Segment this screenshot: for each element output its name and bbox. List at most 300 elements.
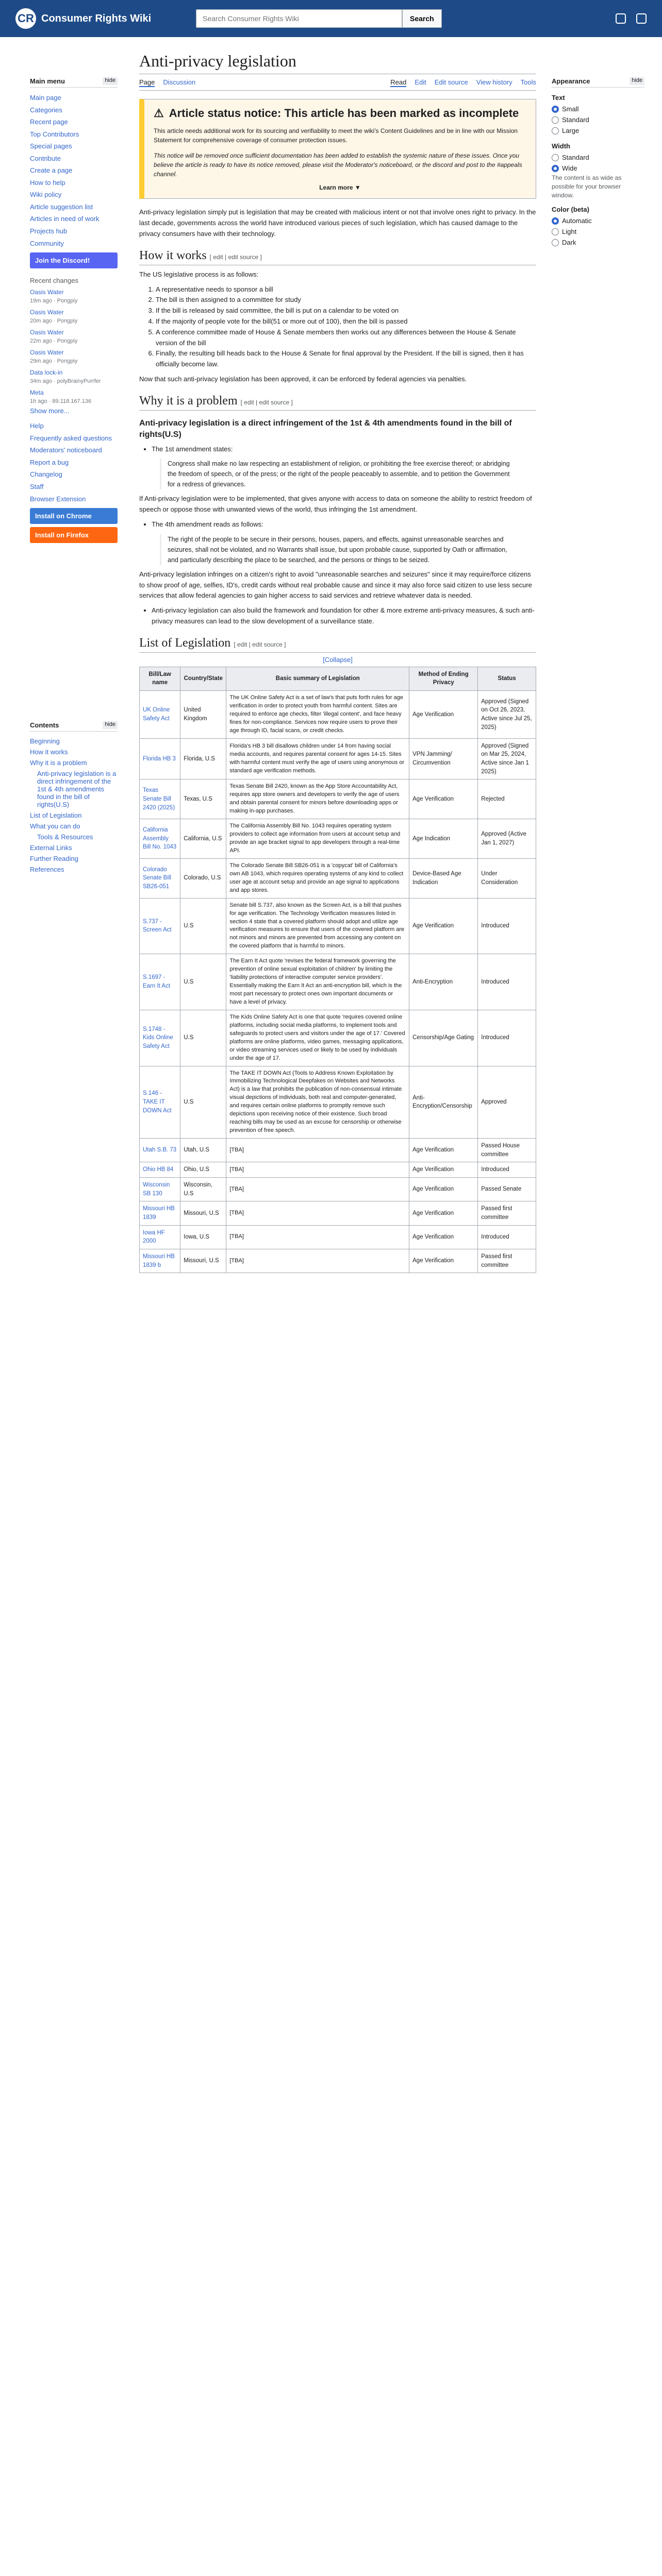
toc-list <box>30 736 118 875</box>
toc-header <box>30 721 118 732</box>
site-logo[interactable] <box>15 8 151 29</box>
table-cell <box>140 1201 180 1225</box>
tab-view-history[interactable]: View history <box>476 78 512 86</box>
main-menu-header <box>30 77 118 88</box>
toc-item <box>30 853 118 864</box>
sidebar-link[interactable]: Main page <box>30 94 61 101</box>
recent-change-title[interactable]: Oasis Water <box>30 289 64 296</box>
text-size-option-label: Standard <box>562 116 589 124</box>
list-title: List of Legislation <box>139 636 231 650</box>
fourth-amendment-intro: • The 4th amendment reads as follows: <box>152 519 536 530</box>
process-step: 4. If the majority of people vote for the bill(51 or more out of 100), then the bill is passed <box>156 316 536 327</box>
table-cell: Under Consideration <box>478 858 536 898</box>
help-list <box>30 420 118 505</box>
table-cell: Age Verification <box>409 1225 478 1249</box>
sidebar-item <box>30 201 118 213</box>
text-size-option-label: Large <box>562 127 580 134</box>
color-option[interactable] <box>552 237 644 248</box>
table-cell: Introduced <box>478 898 536 954</box>
table-cell: Passed House committee <box>478 1139 536 1162</box>
color-group <box>552 206 644 248</box>
page-tabs <box>139 78 536 91</box>
table-row <box>140 1162 536 1178</box>
toc-link[interactable]: List of Legislation <box>30 811 82 819</box>
table-row <box>140 1178 536 1201</box>
bill-link[interactable]: S.1748 - Kids Online Safety Act <box>143 1026 173 1050</box>
table-cell: Age Verification <box>409 1178 478 1201</box>
process-step: 2. The bill is then assigned to a committee for study <box>156 295 536 306</box>
recent-change-title[interactable]: Data lock-in <box>30 369 63 377</box>
bill-link[interactable]: Utah S.B. 73 <box>143 1147 177 1154</box>
table-cell: Missouri, U.S <box>180 1201 226 1225</box>
notice-text-2: This notice will be removed once sufficient documentation has been added to establish the systemic nature of these issues. Once you believe the article is ready to have its notice removed, please visit the Moderator's noticeboard, or the discord and post to the #appeals channel. <box>154 152 522 178</box>
table-cell <box>140 691 180 739</box>
table-cell: Rejected <box>478 779 536 819</box>
table-of-contents <box>30 721 118 875</box>
bill-link[interactable]: Colorado Senate Bill SB26-051 <box>143 866 171 890</box>
table-cell: The Kids Online Safety Act is one that quote 'requires covered online platforms, including social media platforms, to implement tools and safeguards to protect users and visitors under the age of 17.' Covered platforms are online platforms, video games, messaging applications, or video streaming services used or likely to be used by individuals under the age of 17. <box>226 1010 409 1066</box>
how-it-works-heading <box>139 249 536 265</box>
table-cell <box>140 1162 180 1178</box>
toc-link[interactable]: Tools & Resources <box>37 833 93 841</box>
table-header-cell[interactable]: Basic summary of Legislation <box>226 667 409 690</box>
bill-link[interactable]: S.1697 - Earn It Act <box>143 974 171 990</box>
tab-read[interactable]: Read <box>390 78 407 86</box>
table-cell: U.S <box>180 1066 226 1139</box>
toc-link[interactable]: External Links <box>30 844 72 852</box>
appearance-header <box>552 77 644 88</box>
radio-icon <box>552 165 559 172</box>
radio-icon <box>552 217 559 225</box>
table-cell: Device-Based Age Indication <box>409 858 478 898</box>
table-row <box>140 1010 536 1066</box>
tab-discussion[interactable]: Discussion <box>163 78 196 86</box>
table-header-cell[interactable]: Method of Ending Privacy <box>409 667 478 690</box>
table-cell: Introduced <box>478 1225 536 1249</box>
bill-link[interactable]: Wisconsin SB 130 <box>143 1182 170 1197</box>
table-cell: U.S <box>180 898 226 954</box>
toc-item <box>30 864 118 875</box>
width-note: The content is as wide as possible for your browser window. <box>552 174 622 199</box>
help-link[interactable]: Moderators' noticeboard <box>30 446 102 454</box>
toc-link[interactable]: References <box>30 866 64 873</box>
table-header-cell[interactable]: Bill/Law name <box>140 667 180 690</box>
recent-change-meta: 29m ago · Pongpiy <box>30 358 78 365</box>
sidebar-link[interactable]: Special pages <box>30 142 72 150</box>
table-cell: Texas Senate Bill 2420, known as the App Store Accountability Act, requires app store owners and developers to verify the age of users and obtain parental consent for minors before downloading apps or making in-app purchases. <box>226 779 409 819</box>
toc-link[interactable]: How it works <box>30 748 68 756</box>
first-amendment-quote: Congress shall make no law respecting an establishment of religion, or prohibiting the free exercise thereof; or abridging the freedom of speech, or of the press; or the right of the people peaceably to assemble, and to petition the Government for a redress of grievances. <box>160 459 516 489</box>
table-cell: Florida, U.S <box>180 738 226 779</box>
notice-title-row <box>154 107 526 120</box>
edit-section-link[interactable]: [ edit | edit source ] <box>240 398 293 406</box>
sidebar-item <box>30 152 118 165</box>
firefox-extension-button[interactable]: Install on Firefox <box>30 527 118 543</box>
table-cell <box>140 858 180 898</box>
help-link[interactable]: Staff <box>30 483 44 491</box>
collapse-toggle[interactable] <box>139 656 536 664</box>
table-cell: [TBA] <box>226 1178 409 1201</box>
discord-button[interactable]: Join the Discord! <box>30 252 118 268</box>
how-title: How it works <box>139 248 207 262</box>
table-cell: [TBA] <box>226 1162 409 1178</box>
notifications-icon[interactable] <box>616 13 626 24</box>
why-title: Why it is a problem <box>139 394 238 408</box>
sidebar-link[interactable]: Projects hub <box>30 227 68 235</box>
table-cell: Age Verification <box>409 1201 478 1225</box>
table-cell <box>140 1225 180 1249</box>
table-cell: Introduced <box>478 1010 536 1066</box>
color-options <box>552 215 644 248</box>
table-cell <box>140 819 180 859</box>
table-row <box>140 738 536 779</box>
sidebar-link[interactable]: Wiki policy <box>30 191 62 199</box>
why-paragraph-1: If Anti-privacy legislation were to be implemented, that gives anyone with access to data on someone the ability to restrict freedom of speech or oppose those with unwanted views of the world, thus infringing the 1st amendment. <box>139 495 532 514</box>
process-steps <box>156 284 536 370</box>
toc-item <box>30 832 118 842</box>
show-more-link[interactable] <box>30 407 118 415</box>
text-size-option[interactable] <box>552 125 644 136</box>
help-item <box>30 420 118 432</box>
recent-change-item[interactable] <box>30 347 118 367</box>
sidebar-item <box>30 164 118 177</box>
table-header-cell[interactable]: Status <box>478 667 536 690</box>
fourth-amendment-quote: The right of the people to be secure in their persons, houses, papers, and effects, against unreasonable searches and seizures, shall not be violated, and no Warrants shall issue, but upon probable cause, supported by Oath or affirmation, and particularly describing the place to be searched, and the persons or things to be seized. <box>160 534 516 565</box>
why-heading <box>139 394 536 411</box>
table-cell <box>140 1010 180 1066</box>
tabs-right <box>390 78 536 90</box>
width-group <box>552 142 644 199</box>
search-button[interactable]: Search <box>402 9 442 28</box>
table-cell <box>140 779 180 819</box>
table-row <box>140 898 536 954</box>
table-cell: Introduced <box>478 954 536 1010</box>
help-item <box>30 468 118 481</box>
table-row <box>140 1201 536 1225</box>
page-title: Anti-privacy legislation <box>139 52 536 74</box>
table-cell: Approved (Signed on Oct 26, 2023, Active since Jul 25, 2025) <box>478 691 536 739</box>
table-cell: Age Verification <box>409 1162 478 1178</box>
width-option[interactable] <box>552 163 644 174</box>
table-row <box>140 1066 536 1139</box>
sidebar-item <box>30 140 118 152</box>
recent-changes-list <box>30 286 118 407</box>
help-link[interactable]: Changelog <box>30 470 62 479</box>
main-menu <box>30 77 118 546</box>
table-cell: Florida's HB 3 bill disallows children under 14 from having social media accounts, and requires parental consent for ages 14-15. Sites with harmful content must verify the age of users using anonymous or standard age verification methods. <box>226 738 409 779</box>
table-cell: U.S <box>180 1010 226 1066</box>
table-cell <box>140 1066 180 1139</box>
table-cell: Ohio, U.S <box>180 1162 226 1178</box>
table-cell: California, U.S <box>180 819 226 859</box>
table-cell: The California Assembly Bill No. 1043 requires operating system providers to collect age information from users at account setup and provide an age bracket signal to app developers through a real-time API. <box>226 819 409 859</box>
table-row <box>140 779 536 819</box>
radio-icon <box>552 239 559 246</box>
table-cell: Age Verification <box>409 691 478 739</box>
help-link[interactable]: Report a bug <box>30 458 69 466</box>
table-cell: Age Verification <box>409 898 478 954</box>
user-menu-icon[interactable] <box>636 13 647 24</box>
sidebar-item <box>30 213 118 225</box>
table-cell: VPN Jamming/ Circumvention <box>409 738 478 779</box>
sidebar-link[interactable]: Community <box>30 239 64 247</box>
table-cell: The UK Online Safety Act is a set of law's that puts forth rules for age verification in order to protect youth from harmful content. Sites are required to enforce age checks, filter 'illegal content', and face heavy fines for non-compliance. Services now require users to prove their age through ID, facial scans, or credit checks. <box>226 691 409 739</box>
radio-icon <box>552 106 559 113</box>
bill-link[interactable]: Missouri HB 1839 b <box>143 1253 175 1268</box>
process-step: 1. A representative needs to sponsor a bill <box>156 284 536 295</box>
search-box <box>196 9 442 28</box>
appearance-panel <box>552 77 644 248</box>
site-name: Consumer Rights Wiki <box>41 12 152 24</box>
table-cell: Age Verification <box>409 1139 478 1162</box>
table-cell: Passed first committee <box>478 1201 536 1225</box>
recent-change-item[interactable] <box>30 387 118 407</box>
table-cell: The Colorado Senate Bill SB26-051 is a 'copycat' bill of California's own AB 1043, which requires operating systems of any kind to collect user age at account setup and provide an age signal to applications and app stores. <box>226 858 409 898</box>
width-option[interactable] <box>552 152 644 163</box>
text-size-label: Text <box>552 94 565 101</box>
table-cell: The TAKE IT DOWN Act (Tools to Address Known Exploitation by Immobilizing Technological Deepfakes on Websites and Networks Act) is a law that prohibits the publication of non-consensual intimate visual depictions of individuals, both real and computer-generated, and requires certain online platforms to promptly remove such depictions upon receiving notice of their existence. Such broad reaching bills may be used as an excuse for censorship or otherwise prevention of free speech. <box>226 1066 409 1139</box>
help-item <box>30 481 118 493</box>
table-cell: The Earn It Act quote 'revises the federal framework governing the prevention of online sexual exploitation of children' by limiting the 'liability protections of interactive computer service providers'. Essentially making the Earn It Act an anti-encryption bill, which is the most part necessary to protect ones own important documents or have a level of privacy. <box>226 954 409 1010</box>
toc-item <box>30 810 118 821</box>
table-cell: Texas, U.S <box>180 779 226 819</box>
tab-page[interactable]: Page <box>139 78 155 86</box>
show-more-text[interactable]: Show more... <box>30 407 70 415</box>
appearance-title: Appearance <box>552 77 590 85</box>
hide-appearance-button[interactable]: hide <box>630 77 644 85</box>
recent-change-title[interactable]: Oasis Water <box>30 329 64 336</box>
table-cell: Censorship/Age Gating <box>409 1010 478 1066</box>
search-input[interactable] <box>196 9 402 28</box>
text-size-group <box>552 94 644 136</box>
warning-icon: ⚠ <box>154 107 164 120</box>
text-size-option[interactable] <box>552 114 644 125</box>
tab-edit-source[interactable]: Edit source <box>434 78 468 86</box>
toc-item <box>30 757 118 768</box>
table-cell <box>140 898 180 954</box>
table-cell: Wisconsin, U.S <box>180 1178 226 1201</box>
main-menu-list <box>30 92 118 249</box>
sidebar-link[interactable]: Recent page <box>30 118 68 126</box>
sidebar-link[interactable]: Top Contributors <box>30 130 79 138</box>
sidebar-link[interactable]: Categories <box>30 106 62 114</box>
toc-item <box>30 842 118 853</box>
legislation-table <box>139 667 536 1274</box>
toc-link[interactable]: Anti-privacy legislation is a direct infringement of the 1st & 4th amendments found in the bill of rights(U.S) <box>37 770 117 808</box>
sidebar-item <box>30 116 118 128</box>
intro-paragraph: Anti-privacy legislation simply put is legislation that may be created with malicious intent or not that involve ones right to privacy. In the last decade, governments across the world have introduced various pieces of such legislation, which has caused damage to the privacy consumers have with their technology. <box>139 208 536 238</box>
table-cell: [TBA] <box>226 1201 409 1225</box>
process-step: 6. Finally, the resulting bill heads back to the House & Senate for final approval by the President. If the bill is signed, then it has officially become law. <box>156 348 536 370</box>
recent-change-meta: 19m ago · Pongpiy <box>30 298 78 304</box>
bill-link[interactable]: UK Online Safety Act <box>143 707 170 722</box>
table-row <box>140 858 536 898</box>
sidebar-link[interactable]: Article suggestion list <box>30 202 93 211</box>
bill-link[interactable]: Texas Senate Bill 2420 (2025) <box>143 787 175 811</box>
toc-link[interactable]: Why it is a problem <box>30 759 87 767</box>
hide-toc-button[interactable]: hide <box>103 721 118 729</box>
table-cell: United Kingdom <box>180 691 226 739</box>
recent-change-title[interactable]: Meta <box>30 389 44 397</box>
toc-link[interactable]: Beginning <box>30 737 60 745</box>
sidebar-item <box>30 225 118 238</box>
recent-change-meta: 1h ago · 89.118.167.136 <box>30 398 92 405</box>
help-link[interactable]: Help <box>30 422 44 430</box>
color-option[interactable] <box>552 226 644 237</box>
table-cell: Senate bill S.737, also known as the Screen Act, is a bill that pushes for age verification. The Technology Verification measures listed in section 4 state that a covered platform should adopt and utilize age verification measures to ensure that users of the covered platform are not minors and minors are prevented from accessing any content on the covered platform that is harmful to minors. <box>226 898 409 954</box>
help-link[interactable]: Browser Extension <box>30 495 86 503</box>
notice-title: Article status notice: This article has been marked as incomplete <box>169 107 519 120</box>
radio-icon <box>552 154 559 161</box>
collapse-text[interactable]: [Collapse] <box>323 655 353 664</box>
status-notice <box>139 99 536 199</box>
sidebar-link[interactable]: How to help <box>30 178 65 187</box>
recent-change-meta: 20m ago · Pongpiy <box>30 318 78 325</box>
hide-menu-button[interactable]: hide <box>103 77 118 85</box>
color-option[interactable] <box>552 215 644 226</box>
radio-icon <box>552 116 559 124</box>
toc-link[interactable]: What you can do <box>30 822 80 830</box>
table-row <box>140 954 536 1010</box>
recent-change-title[interactable]: Oasis Water <box>30 309 64 316</box>
table-cell <box>140 954 180 1010</box>
main-menu-title: Main menu <box>30 77 65 85</box>
table-cell: Age Verification <box>409 1249 478 1273</box>
surveillance-point: • Anti-privacy legislation can also build the framework and foundation for other & more extreme anti-privacy measures, & such anti-privacy measures can lead to the slow development of a surveillance state. <box>152 605 536 627</box>
chrome-extension-button[interactable]: Install on Chrome <box>30 508 118 524</box>
recent-change-meta: 22m ago · Pongpiy <box>30 338 78 345</box>
bill-link[interactable]: Ohio HB 84 <box>143 1166 174 1173</box>
color-option-label: Dark <box>562 239 576 247</box>
text-size-option-label: Small <box>562 105 579 113</box>
width-option-label: Wide <box>562 164 577 172</box>
edit-section-link[interactable]: [ edit | edit source ] <box>209 253 262 261</box>
sidebar-item <box>30 189 118 201</box>
recent-change-meta: 34m ago · polyBrainyPurrfer <box>30 378 101 385</box>
top-bar <box>0 0 662 37</box>
color-label: Color (beta) <box>552 206 589 214</box>
list-heading <box>139 636 536 653</box>
table-cell <box>140 1139 180 1162</box>
sidebar-link[interactable]: Contribute <box>30 154 61 162</box>
toc-item <box>30 768 118 810</box>
sidebar-link[interactable]: Articles in need of work <box>30 215 100 223</box>
table-cell: U.S <box>180 954 226 1010</box>
text-size-options <box>552 104 644 136</box>
recent-change-item[interactable] <box>30 286 118 307</box>
toc-link[interactable]: Further Reading <box>30 855 78 862</box>
table-cell: Passed first committee <box>478 1249 536 1273</box>
table-row <box>140 1225 536 1249</box>
tab-tools[interactable]: Tools <box>520 78 536 86</box>
bill-link[interactable]: Missouri HB 1839 <box>143 1206 175 1221</box>
table-cell: Age Verification <box>409 779 478 819</box>
table-cell: Iowa, U.S <box>180 1225 226 1249</box>
how-lead: The US legislative process is as follows: <box>139 270 259 278</box>
text-size-option[interactable] <box>552 104 644 114</box>
tabs-left <box>139 78 195 90</box>
recent-change-item[interactable] <box>30 367 118 387</box>
table-cell: Anti-Encryption <box>409 954 478 1010</box>
table-cell: Approved <box>478 1066 536 1139</box>
amendments-heading: Anti-privacy legislation is a direct infringement of the 1st & 4th amendments found in the bill of rights(U.S) <box>139 418 512 439</box>
table-cell <box>140 1249 180 1273</box>
tab-edit[interactable]: Edit <box>415 78 426 86</box>
edit-section-link[interactable]: [ edit | edit source ] <box>234 640 286 648</box>
width-option-label: Standard <box>562 154 589 161</box>
table-row <box>140 819 536 859</box>
table-cell: Age Indication <box>409 819 478 859</box>
bill-link[interactable]: S.146 - TAKE IT DOWN Act <box>143 1090 172 1114</box>
table-row <box>140 691 536 739</box>
help-link[interactable]: Frequently asked questions <box>30 434 112 442</box>
table-cell: Approved (Active Jan 1, 2027) <box>478 819 536 859</box>
learn-more-toggle[interactable]: Learn more ▼ <box>319 184 361 192</box>
table-cell: [TBA] <box>226 1139 409 1162</box>
table-row <box>140 1139 536 1162</box>
first-amendment-intro: • The 1st amendment states: <box>152 444 536 455</box>
toc-item <box>30 747 118 757</box>
table-cell: Colorado, U.S <box>180 858 226 898</box>
table-cell: Introduced <box>478 1162 536 1178</box>
bill-link[interactable]: S.737 - Screen Act <box>143 918 172 934</box>
help-item <box>30 432 118 445</box>
table-header-row <box>140 667 536 690</box>
logo-icon: CR <box>15 8 36 29</box>
sidebar-item <box>30 128 118 141</box>
table-cell: Approved (Signed on Mar 25, 2024, Active since Jan 1 2025) <box>478 738 536 779</box>
notice-text-1: This article needs additional work for its sourcing and verifiability to meet the wiki's Content Guidelines and be in line with our Mission Statement for comprehensive coverage of consumer protection issues. <box>154 127 518 144</box>
color-option-label: Light <box>562 228 577 236</box>
recent-change-title[interactable]: Oasis Water <box>30 349 64 357</box>
radio-icon <box>552 228 559 235</box>
recent-change-item[interactable] <box>30 327 118 347</box>
process-step: 3. If the bill is released by said committee, the bill is put on a calendar to be voted on <box>156 306 536 316</box>
width-label: Width <box>552 142 570 150</box>
bill-link[interactable]: California Assembly Bill No. 1043 <box>143 827 177 851</box>
table-cell: [TBA] <box>226 1249 409 1273</box>
recent-changes-title: Recent changes <box>30 277 78 285</box>
toc-item <box>30 736 118 747</box>
bill-link[interactable]: Iowa HF 2000 <box>143 1229 165 1245</box>
radio-icon <box>552 127 559 134</box>
toc-title: Contents <box>30 721 59 729</box>
table-body <box>140 691 536 1273</box>
sidebar-link[interactable]: Create a page <box>30 166 73 175</box>
how-outro: Now that such anti-privacy legislation has been approved, it can be enforced by federal agencies via penalties. <box>139 375 467 383</box>
table-cell: [TBA] <box>226 1225 409 1249</box>
table-row <box>140 1249 536 1273</box>
process-step: 5. A conference committee made of House & Senate members then works out any differences between the House & Senate version of the bill <box>156 327 536 349</box>
table-cell <box>140 1178 180 1201</box>
help-item <box>30 444 118 456</box>
color-option-label: Automatic <box>562 217 592 225</box>
toc-item <box>30 821 118 832</box>
bill-link[interactable]: Florida HB 3 <box>143 755 176 762</box>
table-header-cell[interactable]: Country/State <box>180 667 226 690</box>
table-cell: Anti-Encryption/Censorship <box>409 1066 478 1139</box>
recent-change-item[interactable] <box>30 307 118 327</box>
sidebar-item <box>30 92 118 104</box>
help-item <box>30 456 118 469</box>
table-cell: Passed Senate <box>478 1178 536 1201</box>
help-item <box>30 493 118 505</box>
table-cell: Missouri, U.S <box>180 1249 226 1273</box>
why-paragraph-2: Anti-privacy legislation infringes on a citizen's right to avoid "unreasonable searches and seizures" since it may require/force citizens to show proof of age, selfies, ID's, credit cards without real probable cause and since it may also force said citizen to use less secure services that allow federal agencies to gain higher access to said services and retrieve whatever data is needed. <box>139 570 532 600</box>
width-options <box>552 152 644 174</box>
sidebar-item <box>30 238 118 250</box>
sidebar-item <box>30 104 118 116</box>
